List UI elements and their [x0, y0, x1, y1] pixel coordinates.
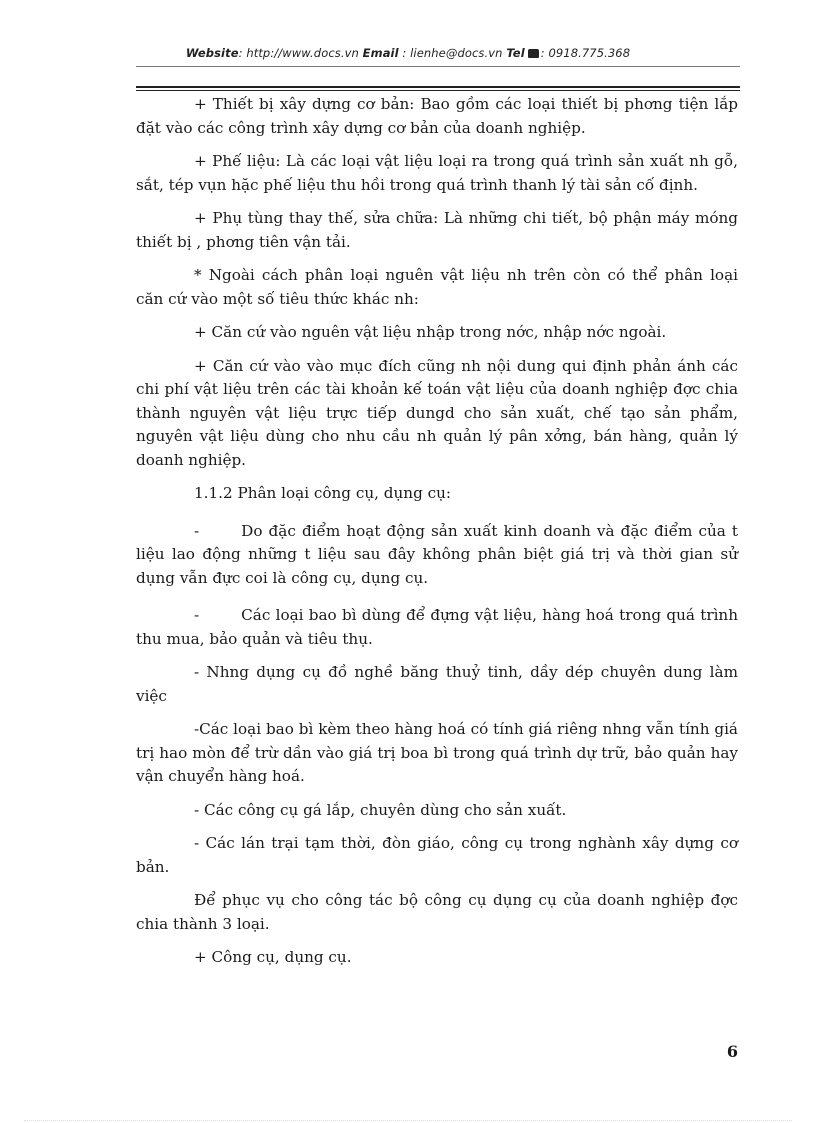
- header-double-rule-thin: [136, 90, 740, 91]
- tel-label: Tel: [506, 46, 525, 60]
- document-body: [136, 93, 738, 970]
- header-double-rule-thick: [136, 86, 740, 88]
- section-heading: 1.1.2 Phân loại công cụ, dụng cụ:: [194, 484, 452, 502]
- paragraph: Để phục vụ cho công tác bộ công cụ dụng cụ của doanh nghiệp đợc chia thành 3 loại.: [136, 891, 738, 933]
- bullet-paragraph: [136, 520, 738, 591]
- email-label: Email: [362, 46, 399, 60]
- email-value: : lienhe@docs.vn: [402, 46, 503, 60]
- paragraph: - Nhng dụng cụ đồ nghề băng thuỷ tinh, dầy dép chuyên dung làm việc: [136, 663, 738, 705]
- phone-icon: [528, 49, 539, 58]
- footer-rule: [24, 1120, 792, 1121]
- bullet-marker: -: [194, 606, 200, 624]
- header-rule: [136, 66, 740, 67]
- page-header: [0, 46, 816, 60]
- website-value: : http://www.docs.vn: [238, 46, 359, 60]
- paragraph: + Căn cứ vào nguên vật liệu nhập trong nớc, nhập nớc ngoài.: [194, 323, 667, 341]
- bullet-marker: -: [194, 521, 200, 540]
- tel-value: : 0918.775.368: [540, 46, 631, 60]
- paragraph: * Ngoài cách phân loại nguên vật liệu nh trên còn có thể phân loại căn cứ vào một số tiêu thức khác nh:: [136, 266, 738, 308]
- bullet-text: Các loại bao bì dùng để đựng vật liệu, hàng hoá trong quá trình thu mua, bảo quản và tiêu thụ.: [136, 606, 738, 648]
- bullet-paragraph: [136, 604, 738, 651]
- paragraph: + Công cụ, dụng cụ.: [194, 948, 352, 966]
- page-number: 6: [726, 1042, 738, 1061]
- paragraph: + Phế liệu: Là các loại vật liệu loại ra trong quá trình sản xuất nh gỗ, sắt, tép vụn hặc phế liệu thu hồi trong quá trình thanh lý tài sản cố định.: [136, 152, 738, 194]
- paragraph: - Các công cụ gá lắp, chuyên dùng cho sản xuất.: [194, 800, 567, 819]
- paragraph: - Các lán trại tạm thời, đòn giáo, công cụ trong nghành xây dựng cơ bản.: [136, 834, 738, 876]
- website-label: Website: [185, 46, 239, 60]
- paragraph: + Căn cứ vào vào mục đích cũng nh nội dung qui định phản ánh các chi phí vật liệu trên các tài khoản kế toán vật liệu của doanh nghiệp đợc chia thành nguyên vật liệu trực tiếp dungd cho sản xuất, chế tạo sản phẩm, nguyên vật liệu dùng cho nhu cầu nh quản lý pân xởng, bán hàng, quản lý doanh nghiệp.: [136, 356, 738, 469]
- paragraph: + Thiết bị xây dựng cơ bản: Bao gồm các loại thiết bị phơng tiện lắp đặt vào các công trình xây dựng cơ bản của doanh nghiệp.: [136, 95, 738, 137]
- bullet-text: Do đặc điểm hoạt động sản xuất kinh doanh và đặc điểm của t liệu lao động những t liệu sau đây không phân biệt giá trị và thời gian sử dụng vẫn đực coi là công cụ, dụng cụ.: [136, 521, 738, 587]
- paragraph: -Các loại bao bì kèm theo hàng hoá có tính giá riêng nhng vẫn tính giá trị hao mòn để trừ dần vào giá trị boa bì trong quá trình dự trữ, bảo quản hay vận chuyển hàng hoá.: [136, 720, 738, 785]
- paragraph: + Phụ tùng thay thế, sửa chữa: Là những chi tiết, bộ phận máy móng thiết bị , phơng tiên vận tải.: [136, 209, 738, 251]
